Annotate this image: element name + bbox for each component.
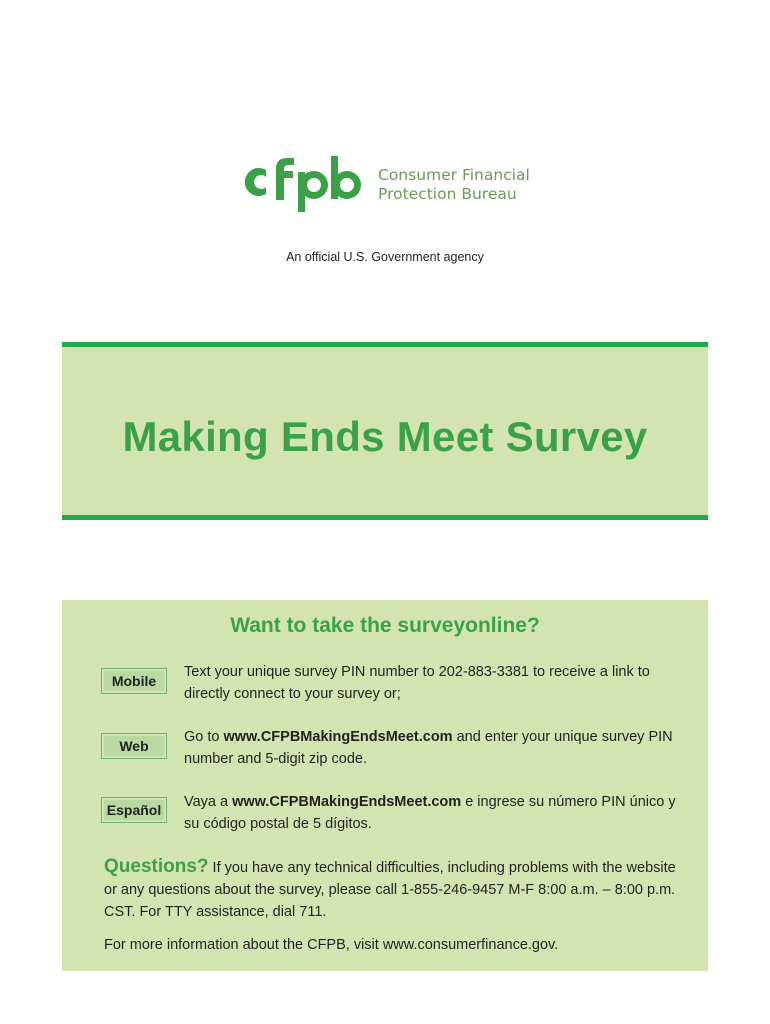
mobile-option-text: Text your unique survey PIN number to 202-883-3381 to receive a link to directly connect to your survey or; [184, 664, 650, 702]
cfpb-logo [238, 150, 538, 220]
web-option-before: Go to [184, 729, 224, 745]
questions-paragraph [104, 856, 684, 923]
survey-info-box [62, 600, 708, 971]
agency-note: An official U.S. Government agency [286, 250, 484, 264]
more-info-text: For more information about the CFPB, visit www.consumerfinance.gov. [104, 937, 559, 953]
bureau-name-line1: Consumer Financial [378, 166, 530, 184]
web-option-badge: Web [101, 733, 167, 759]
web-option-after: and enter your unique survey PIN number and 5-digit zip code. [184, 729, 673, 767]
questions-text: If you have any technical difficulties, including problems with the website or any questions about the survey, please call 1-855-246-9457 M-F 8:00 a.m. – 8:00 p.m. CST. For TTY assistance, dial 711. [104, 860, 676, 920]
espanol-survey-link[interactable]: www.CFPBMakingEndsMeet.com [232, 794, 462, 810]
page-title: Making Ends Meet Survey [122, 413, 648, 460]
web-option-text [184, 726, 684, 770]
cfpb-wordmark-icon [238, 150, 368, 216]
questions-label: Questions? [104, 856, 209, 877]
espanol-option-after: e ingrese su número PIN único y su código postal de 5 dígitos. [184, 794, 676, 832]
bureau-name-line2: Protection Bureau [378, 185, 517, 203]
espanol-option-text [184, 791, 684, 835]
espanol-option-badge: Español [101, 797, 167, 823]
espanol-option-before: Vaya a [184, 794, 233, 810]
title-band [62, 342, 708, 520]
web-survey-link[interactable]: www.CFPBMakingEndsMeet.com [223, 729, 453, 745]
bureau-name [378, 166, 530, 204]
mobile-option-badge: Mobile [101, 668, 167, 694]
online-heading: Want to take the surveyonline? [230, 614, 540, 637]
